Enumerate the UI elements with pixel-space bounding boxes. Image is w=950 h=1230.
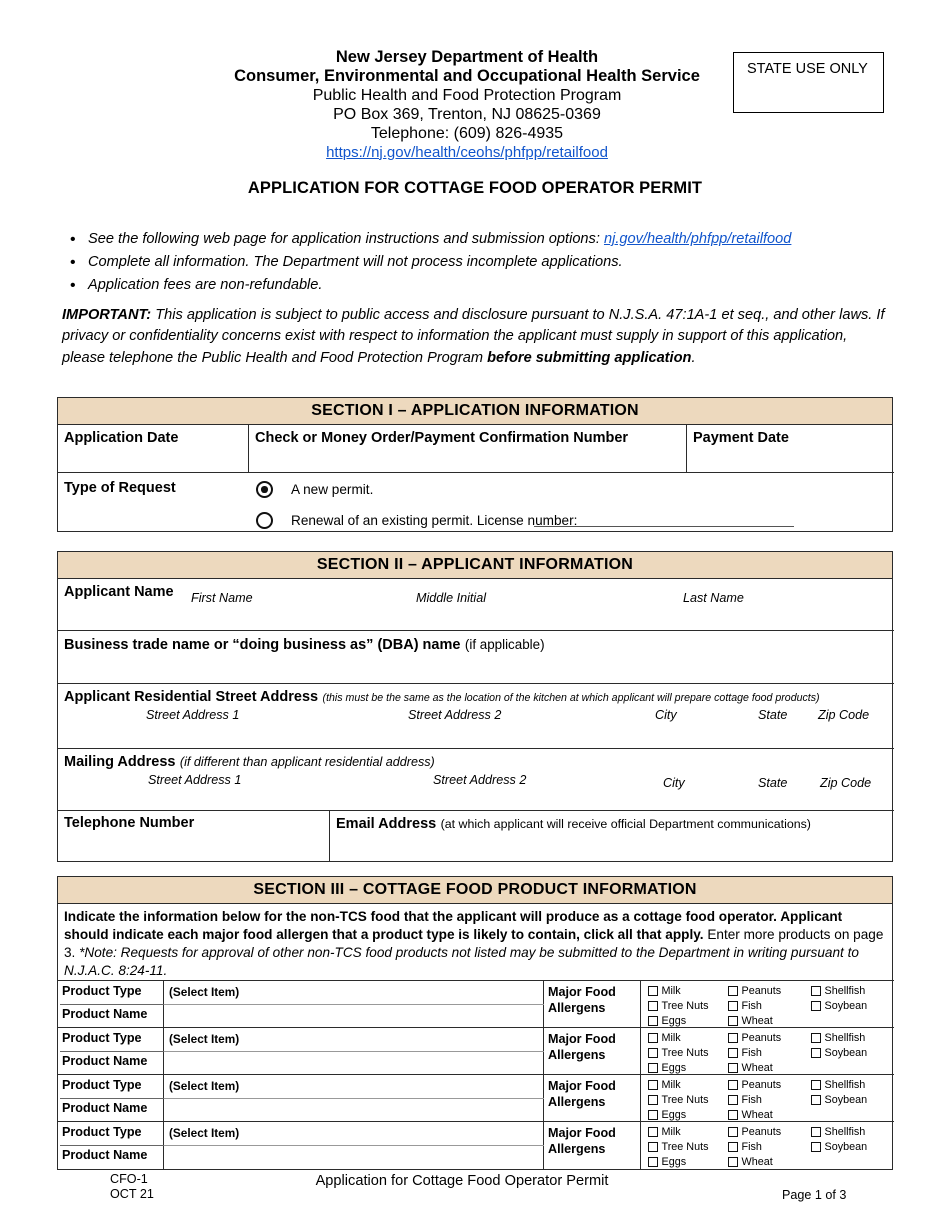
checkbox-icon[interactable] (811, 1142, 821, 1152)
table-row (58, 1027, 894, 1074)
radio-new-permit-label: A new permit. (291, 482, 374, 497)
bullet-text (88, 228, 892, 250)
application-date-cell (58, 425, 249, 472)
allergen-label: Soybean (824, 1000, 868, 1012)
agency-address: PO Box 369, Trenton, NJ 08625-0369 (333, 105, 601, 123)
allergen-column-2 (728, 1031, 781, 1076)
instructions-bullet-list (62, 228, 892, 298)
allergen-label: Wheat (741, 1109, 773, 1121)
allergen-label: Milk (661, 1126, 681, 1138)
allergen-label: Tree Nuts (661, 1094, 709, 1106)
allergen-label: Eggs (661, 1156, 687, 1168)
allergen-checkbox-shellfish[interactable] (811, 1031, 867, 1045)
product-row-values (164, 981, 544, 1028)
dba-row (58, 630, 894, 683)
mail-street1-label: Street Address 1 (148, 773, 242, 787)
payment-date-label: Payment Date (693, 430, 789, 446)
allergen-label: Soybean (824, 1094, 868, 1106)
bullet-text-2: Complete all information. The Department will not process incomplete applications. (88, 254, 623, 271)
product-row-labels (58, 1122, 164, 1169)
allergen-checkbox-shellfish[interactable] (811, 1078, 867, 1092)
product-type-select[interactable]: (Select Item) (169, 1126, 240, 1140)
allergen-label: Shellfish (824, 985, 866, 997)
state-use-only-label: STATE USE ONLY (747, 61, 868, 77)
form-date: OCT 21 (110, 1187, 154, 1202)
allergen-checkbox-milk[interactable] (648, 1078, 709, 1092)
allergen-label: Wheat (741, 1156, 773, 1168)
checkbox-icon[interactable] (728, 1001, 738, 1011)
allergen-column-1 (648, 984, 709, 1029)
allergen-checkbox-shellfish[interactable] (811, 1125, 867, 1139)
checkbox-icon[interactable] (728, 1095, 738, 1105)
product-name-label: Product Name (62, 1054, 148, 1068)
allergen-checkbox-eggs[interactable] (648, 1108, 709, 1122)
product-row-values (164, 1028, 544, 1075)
mail-city-label: City (663, 776, 685, 790)
section-3-title: SECTION III – COTTAGE FOOD PRODUCT INFORMATION (58, 877, 892, 904)
allergen-column-2 (728, 984, 781, 1029)
allergen-checkbox-tree-nuts[interactable] (648, 999, 709, 1013)
checkbox-icon[interactable] (648, 1157, 658, 1167)
dba-note: (if applicable) (464, 637, 545, 652)
bullet-icon: • (70, 254, 76, 272)
allergen-checkbox-fish[interactable] (728, 1140, 781, 1154)
mailing-address-note: (if different than applicant residential address) (179, 755, 435, 769)
page-title: APPLICATION FOR COTTAGE FOOD OPERATOR PERMIT (247, 179, 703, 197)
checkbox-icon[interactable] (728, 1110, 738, 1120)
product-type-select[interactable]: (Select Item) (169, 1079, 240, 1093)
row-label-divider (60, 1051, 164, 1052)
allergen-checkbox-peanuts[interactable] (728, 984, 781, 998)
important-emphasis: before submitting application (487, 349, 692, 366)
radio-new-permit[interactable] (256, 481, 273, 498)
list-item (62, 251, 892, 274)
checkbox-icon[interactable] (648, 1033, 658, 1043)
important-body-1: This application is subject to public access and disclosure pursuant to N.J.S.A. 47:1A-1 et seq., and other laws. If privacy or confidentiality concerns exist with respect to information the applicant must supply in support of this application, please telephone the Public Health and Food Protection Program (62, 307, 885, 366)
checkbox-icon[interactable] (728, 1063, 738, 1073)
row-label-divider (60, 1004, 164, 1005)
allergen-label: Milk (661, 985, 681, 997)
page-number: Page 1 of 3 (782, 1188, 847, 1202)
dba-label-wrap (64, 636, 545, 654)
allergen-checkbox-peanuts[interactable] (728, 1031, 781, 1045)
agency-telephone: Telephone: (609) 826-4935 (370, 124, 564, 142)
checkbox-icon[interactable] (728, 1048, 738, 1058)
allergen-column-1 (648, 1031, 709, 1076)
allergen-checkbox-milk[interactable] (648, 1031, 709, 1045)
row-value-divider (164, 1051, 544, 1052)
section-2-title: SECTION II – APPLICANT INFORMATION (58, 552, 892, 579)
allergen-label: Fish (741, 1000, 762, 1012)
section-3-cottage-food-product-information (57, 876, 893, 1170)
checkbox-icon[interactable] (648, 1048, 658, 1058)
allergen-checkbox-group (641, 1028, 894, 1075)
footer-title: Application for Cottage Food Operator Permit (315, 1173, 609, 1189)
checkbox-icon[interactable] (728, 1142, 738, 1152)
allergen-column-3 (811, 984, 867, 1014)
allergen-column-2 (728, 1078, 781, 1123)
allergen-label: Peanuts (741, 1079, 782, 1091)
bullet-text-3: Application fees are non-refundable. (88, 277, 323, 294)
checkbox-icon[interactable] (811, 1048, 821, 1058)
product-type-label: Product Type (62, 1031, 142, 1045)
checkbox-icon[interactable] (728, 1016, 738, 1026)
allergen-label: Tree Nuts (661, 1047, 709, 1059)
row-label-divider (60, 1145, 164, 1146)
allergen-label: Shellfish (824, 1032, 866, 1044)
product-name-label: Product Name (62, 1148, 148, 1162)
program-name: Public Health and Food Protection Program (312, 86, 622, 104)
allergen-label: Eggs (661, 1062, 687, 1074)
allergen-column-3 (811, 1125, 867, 1155)
instructions-link[interactable]: nj.gov/health/phfpp/retailfood (603, 231, 792, 247)
section-2-applicant-information (57, 551, 893, 862)
checkbox-icon[interactable] (728, 986, 738, 996)
allergen-column-2 (728, 1125, 781, 1170)
list-item (62, 274, 892, 297)
allergen-label: Wheat (741, 1015, 773, 1027)
allergen-label: Shellfish (824, 1126, 866, 1138)
allergen-checkbox-soybean[interactable] (811, 1046, 867, 1060)
email-label: Email Address (336, 816, 437, 832)
allergen-checkbox-wheat[interactable] (728, 1108, 781, 1122)
checkbox-icon[interactable] (728, 1127, 738, 1137)
allergen-checkbox-eggs[interactable] (648, 1155, 709, 1169)
residential-address-note: (this must be the same as the location of the kitchen at which applicant will prepare cottage food products) (322, 692, 820, 704)
allergen-checkbox-soybean[interactable] (811, 1093, 867, 1107)
last-name-label: Last Name (683, 591, 744, 605)
allergen-column-3 (811, 1078, 867, 1108)
allergen-checkbox-shellfish[interactable] (811, 984, 867, 998)
bullet-text-1: See the following web page for application instructions and submission options: (88, 231, 604, 247)
agency-name-line2: Consumer, Environmental and Occupational Health Service (234, 67, 700, 86)
allergen-checkbox-fish[interactable] (728, 1093, 781, 1107)
email-note: (at which applicant will receive official Department communications) (440, 817, 811, 831)
allergen-column-1 (648, 1125, 709, 1170)
allergens-label-line2: Allergens (548, 1001, 606, 1015)
telephone-label: Telephone Number (64, 815, 195, 831)
bullet-icon: • (70, 231, 76, 248)
applicant-name-label: Applicant Name (64, 584, 174, 600)
section-1-fields-row (58, 425, 894, 472)
allergen-column-1 (648, 1078, 709, 1123)
bullet-icon: • (70, 277, 76, 295)
product-type-select[interactable]: (Select Item) (169, 1032, 240, 1046)
important-body-2: . (691, 349, 696, 366)
product-type-label: Product Type (62, 1078, 142, 1092)
allergen-checkbox-milk[interactable] (648, 984, 709, 998)
section-3-description (64, 908, 890, 980)
checkbox-icon[interactable] (648, 1110, 658, 1120)
res-street1-label: Street Address 1 (146, 708, 240, 722)
allergen-label: Soybean (824, 1141, 868, 1153)
check-number-cell (249, 425, 687, 472)
allergen-label: Shellfish (824, 1079, 866, 1091)
form-code: CFO-1 (110, 1172, 148, 1186)
agency-website-link[interactable]: https://nj.gov/health/ceohs/phfpp/retailfood (326, 143, 608, 161)
allergens-label-line1: Major Food (548, 1126, 616, 1140)
checkbox-icon[interactable] (648, 1095, 658, 1105)
checkbox-icon[interactable] (648, 1080, 658, 1090)
checkbox-icon[interactable] (648, 1063, 658, 1073)
allergen-checkbox-eggs[interactable] (648, 1061, 709, 1075)
product-row-values (164, 1122, 544, 1169)
mail-street2-label: Street Address 2 (433, 773, 527, 787)
checkbox-icon[interactable] (811, 1080, 821, 1090)
residential-address-row (58, 683, 894, 755)
allergen-checkbox-tree-nuts[interactable] (648, 1093, 709, 1107)
allergen-checkbox-soybean[interactable] (811, 1140, 867, 1154)
mail-state-label: State (758, 776, 788, 790)
checkbox-icon[interactable] (811, 1001, 821, 1011)
checkbox-icon[interactable] (811, 986, 821, 996)
allergen-checkbox-fish[interactable] (728, 1046, 781, 1060)
radio-renewal-permit[interactable] (256, 512, 273, 529)
checkbox-icon[interactable] (648, 1127, 658, 1137)
product-type-select[interactable]: (Select Item) (169, 985, 240, 999)
allergens-label-line1: Major Food (548, 1032, 616, 1046)
dba-label: Business trade name or “doing business as” (DBA) name (64, 637, 461, 653)
allergen-checkbox-group (641, 1075, 894, 1122)
allergen-label: Soybean (824, 1047, 868, 1059)
contact-row-divider (329, 810, 330, 861)
mailing-address-label: Mailing Address (64, 754, 176, 770)
check-number-label: Check or Money Order/Payment Confirmation Number (255, 430, 629, 446)
allergen-label: Fish (741, 1141, 762, 1153)
allergen-label: Eggs (661, 1015, 687, 1027)
checkbox-icon[interactable] (728, 1157, 738, 1167)
res-state-label: State (758, 708, 788, 722)
type-of-request-row (58, 472, 894, 531)
residential-address-label: Applicant Residential Street Address (64, 689, 319, 705)
important-label: IMPORTANT: (62, 307, 152, 323)
allergen-checkbox-tree-nuts[interactable] (648, 1046, 709, 1060)
row-label-divider (60, 1098, 164, 1099)
allergen-label: Fish (741, 1094, 762, 1106)
license-number-input[interactable] (534, 526, 794, 527)
middle-initial-label: Middle Initial (416, 591, 486, 605)
allergen-label: Eggs (661, 1109, 687, 1121)
list-item (62, 228, 892, 251)
checkbox-icon[interactable] (648, 1016, 658, 1026)
row-value-divider (164, 1004, 544, 1005)
allergen-checkbox-peanuts[interactable] (728, 1125, 781, 1139)
section-3-desc-bold: Indicate the information below for the non-TCS food that the applicant will produce as a cottage food operator. Applicant should indicate each major food allergen that a product type is likely to contain, click all that apply. (64, 909, 843, 943)
allergens-label-cell (544, 1028, 641, 1075)
contact-row (58, 810, 894, 861)
product-row-values (164, 1075, 544, 1122)
product-name-label: Product Name (62, 1007, 148, 1021)
checkbox-icon[interactable] (728, 1033, 738, 1043)
allergens-label-line2: Allergens (548, 1048, 606, 1062)
first-name-label: First Name (191, 591, 253, 605)
section-1-application-information (57, 397, 893, 532)
allergen-label: Peanuts (741, 1032, 782, 1044)
allergens-label-line1: Major Food (548, 1079, 616, 1093)
row-value-divider (164, 1098, 544, 1099)
applicant-name-row (58, 579, 894, 632)
residential-label-wrap (64, 688, 820, 706)
product-type-label: Product Type (62, 1125, 142, 1139)
allergens-label-cell (544, 981, 641, 1028)
allergens-label-cell (544, 1075, 641, 1122)
allergen-label: Fish (741, 1047, 762, 1059)
allergen-checkbox-fish[interactable] (728, 999, 781, 1013)
allergen-label: Milk (661, 1032, 681, 1044)
product-name-label: Product Name (62, 1101, 148, 1115)
product-type-label: Product Type (62, 984, 142, 998)
checkbox-icon[interactable] (648, 1001, 658, 1011)
product-row-labels (58, 981, 164, 1028)
row-value-divider (164, 1145, 544, 1146)
allergens-label-cell (544, 1122, 641, 1169)
allergen-label: Wheat (741, 1062, 773, 1074)
allergen-checkbox-wheat[interactable] (728, 1155, 781, 1169)
radio-renewal-permit-label: Renewal of an existing permit. License number: (291, 513, 578, 528)
allergen-label: Peanuts (741, 985, 782, 997)
state-use-only-box (733, 52, 884, 113)
checkbox-icon[interactable] (728, 1080, 738, 1090)
allergen-checkbox-group (641, 1122, 894, 1169)
res-zip-label: Zip Code (818, 708, 870, 722)
allergen-column-3 (811, 1031, 867, 1061)
res-city-label: City (655, 708, 677, 722)
mailing-label-wrap (64, 753, 435, 771)
payment-date-cell (687, 425, 894, 472)
allergen-checkbox-eggs[interactable] (648, 1014, 709, 1028)
email-label-wrap (336, 815, 811, 833)
checkbox-icon[interactable] (648, 986, 658, 996)
res-street2-label: Street Address 2 (408, 708, 502, 722)
allergen-checkbox-tree-nuts[interactable] (648, 1140, 709, 1154)
checkbox-icon[interactable] (811, 1127, 821, 1137)
allergen-label: Tree Nuts (661, 1141, 709, 1153)
allergen-checkbox-wheat[interactable] (728, 1014, 781, 1028)
type-of-request-label: Type of Request (64, 480, 176, 496)
agency-name-line1: New Jersey Department of Health (335, 48, 599, 66)
section-3-desc-italic: *Note: Requests for approval of other non-TCS food products not listed may be submitted to the Department in writing pursuant to N.J.A.C. 8:24-11. (64, 945, 859, 979)
product-table (58, 980, 894, 1168)
allergen-label: Milk (661, 1079, 681, 1091)
table-row (58, 980, 894, 1027)
mailing-address-row (58, 748, 894, 818)
allergen-checkbox-wheat[interactable] (728, 1061, 781, 1075)
allergen-checkbox-milk[interactable] (648, 1125, 709, 1139)
checkbox-icon[interactable] (811, 1095, 821, 1105)
important-notice (62, 305, 894, 369)
allergen-checkbox-soybean[interactable] (811, 999, 867, 1013)
checkbox-icon[interactable] (811, 1033, 821, 1043)
table-row (58, 1074, 894, 1121)
section-1-title: SECTION I – APPLICATION INFORMATION (58, 398, 892, 425)
allergen-checkbox-group (641, 981, 894, 1028)
product-row-labels (58, 1028, 164, 1075)
allergens-label-line1: Major Food (548, 985, 616, 999)
mail-zip-label: Zip Code (820, 776, 872, 790)
application-date-label: Application Date (64, 430, 179, 446)
allergens-label-line2: Allergens (548, 1095, 606, 1109)
allergens-label-line2: Allergens (548, 1142, 606, 1156)
table-row (58, 1121, 894, 1168)
allergen-label: Tree Nuts (661, 1000, 709, 1012)
allergen-checkbox-peanuts[interactable] (728, 1078, 781, 1092)
product-row-labels (58, 1075, 164, 1122)
checkbox-icon[interactable] (648, 1142, 658, 1152)
section-3-desc-normal: Enter more products on page 3. (64, 927, 884, 961)
allergen-label: Peanuts (741, 1126, 782, 1138)
